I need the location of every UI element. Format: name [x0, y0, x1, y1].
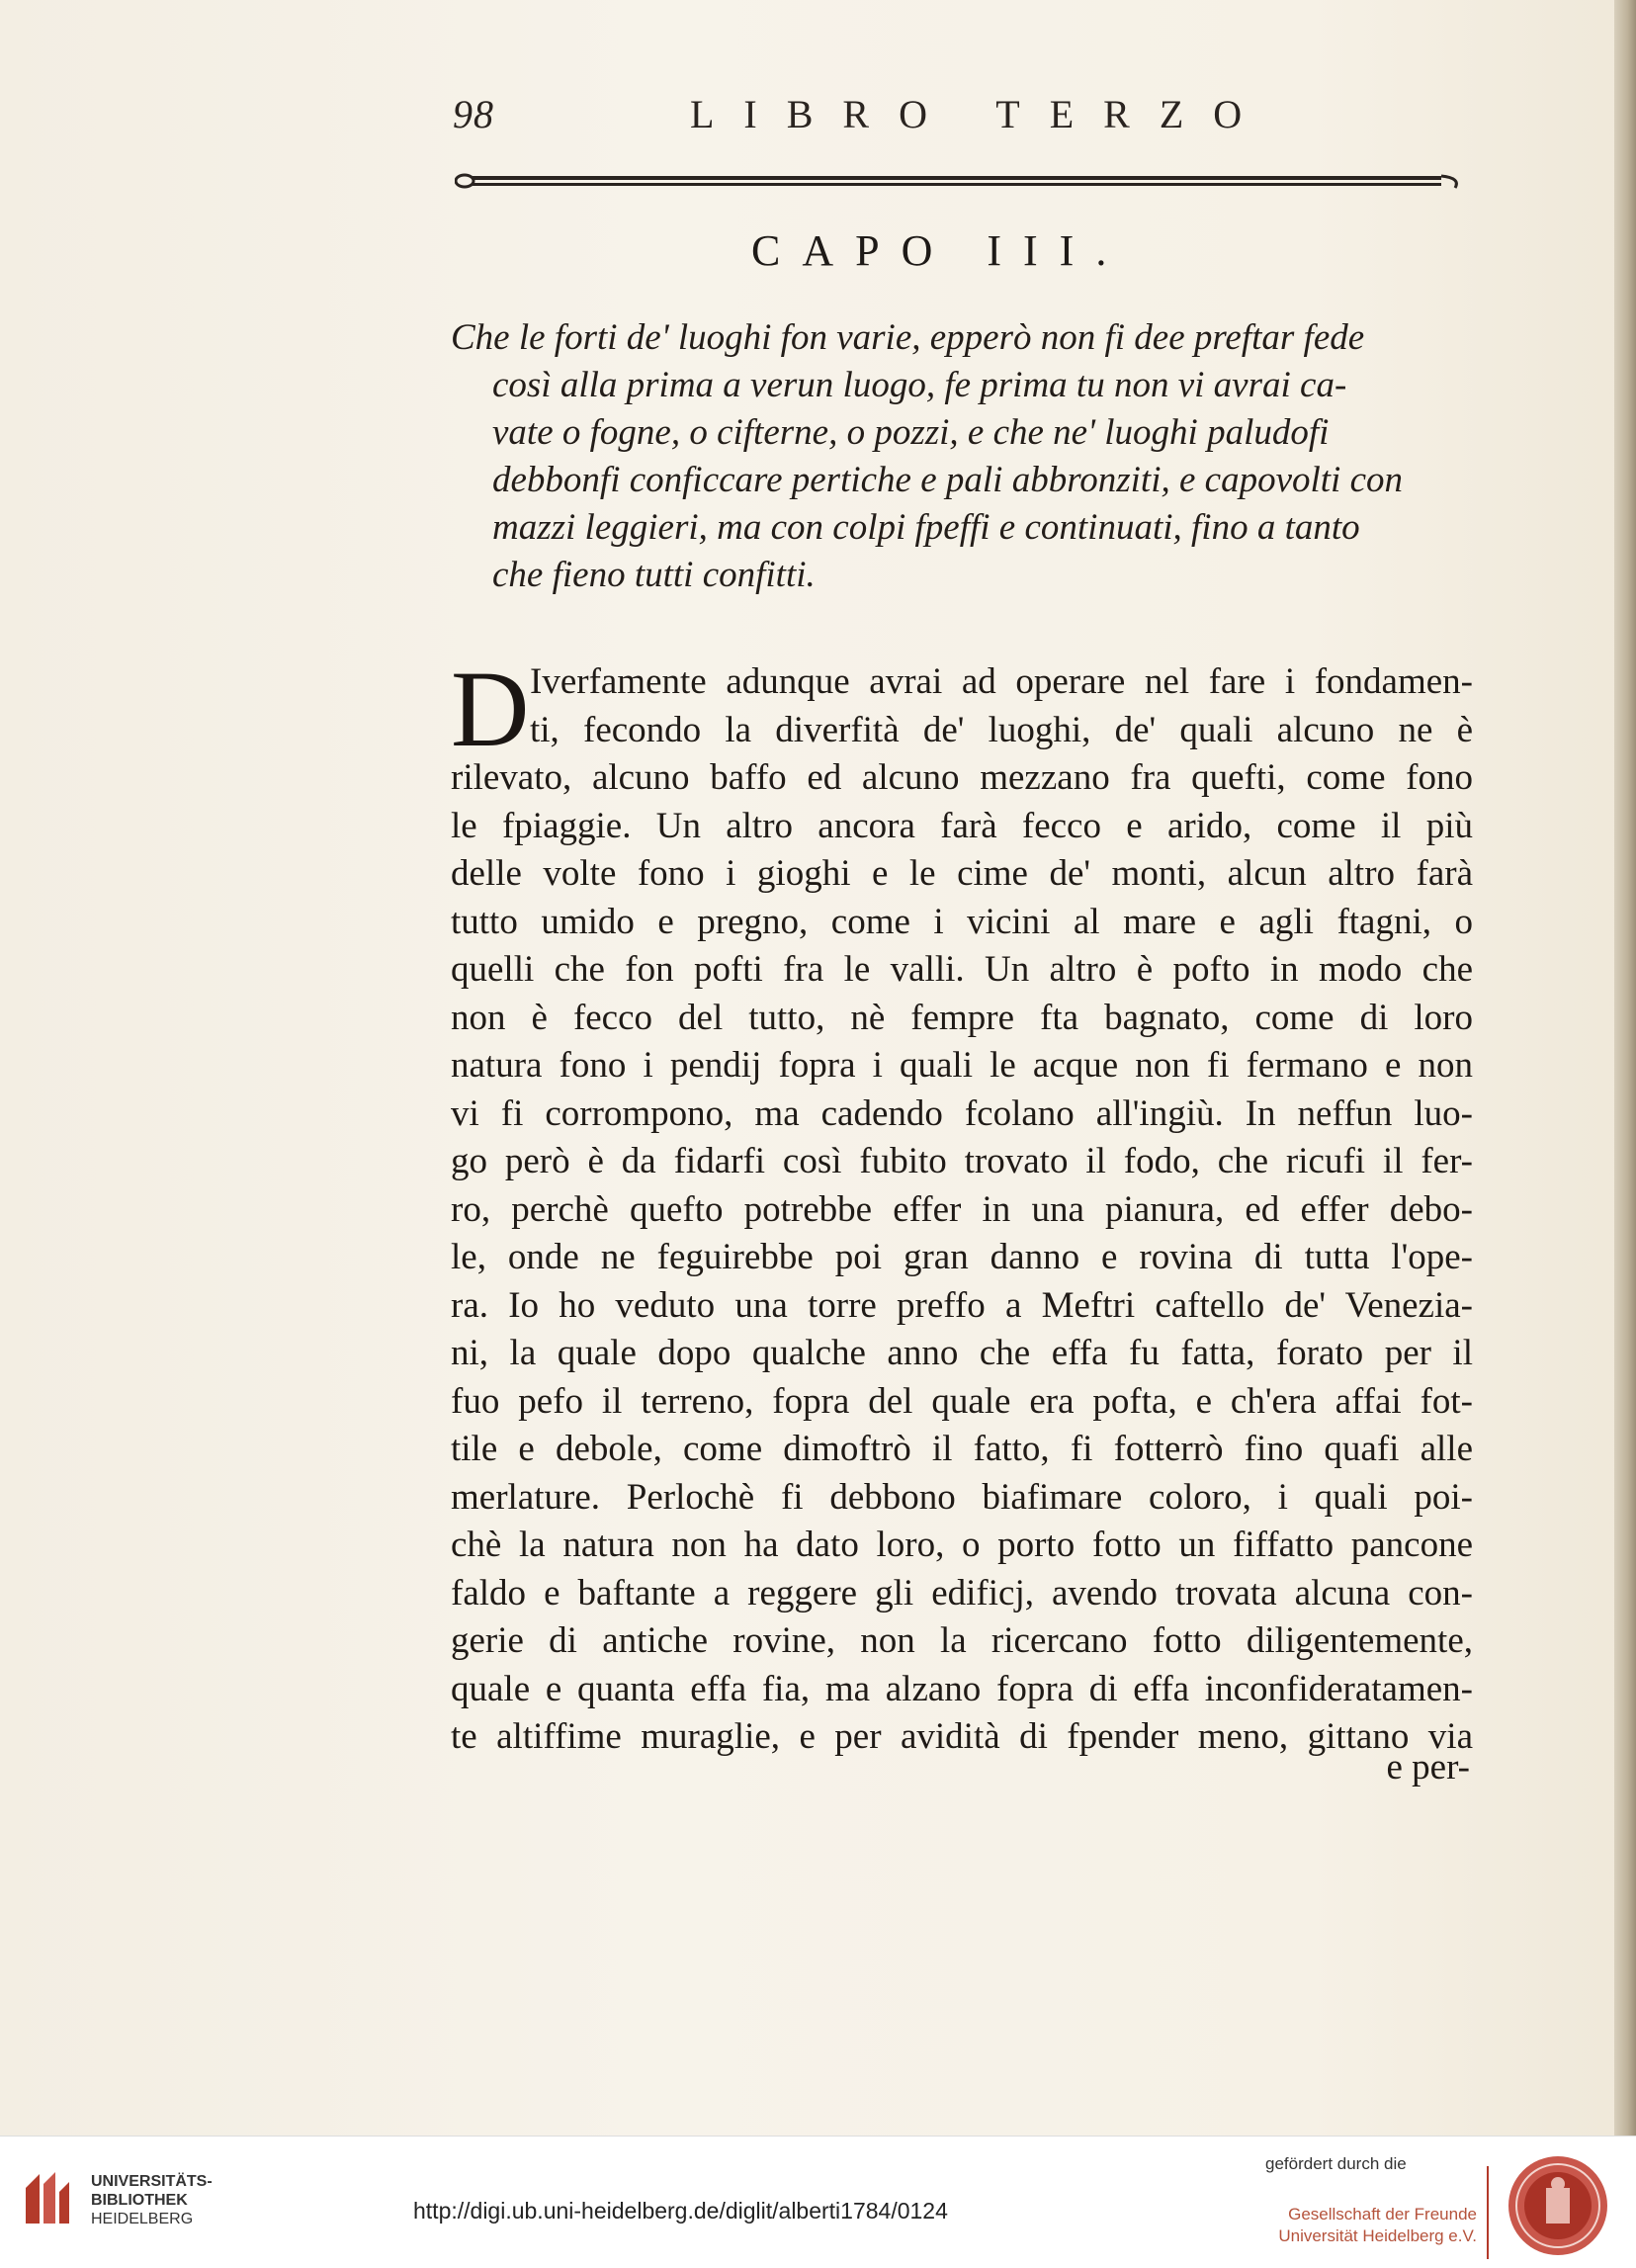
body-text	[451, 649, 1473, 1762]
body-line: quelli che fon pofti fra le valli. Un altro è pofto in modo che	[451, 949, 1473, 990]
body-line: chè la natura non ha dato loro, o porto fotto un fiffatto pancone	[451, 1525, 1473, 1565]
summary-line: mazzi leggieri, ma con colpi fpeffi e continuati, fino a tanto	[492, 507, 1360, 548]
body-line: Iverfamente adunque avrai ad operare nel fare i fondamen-	[530, 661, 1473, 702]
body-line: gerie di antiche rovine, non la ricercano fotto diligentemente,	[451, 1620, 1473, 1661]
sponsor-name-line: Gesellschaft der Freunde	[1288, 2205, 1477, 2224]
summary-line: che fieno tutti confitti.	[492, 555, 816, 595]
running-head	[453, 91, 1471, 140]
body-line: faldo e baftante a reggere gli edificj, avendo trovata alcuna con-	[451, 1572, 1473, 1614]
body-line: fuo pefo il terreno, fopra del quale era pofta, e ch'era affai fot-	[451, 1380, 1473, 1422]
body-line: ro, perchè quefto potrebbe effer in una pianura, ed effer debo-	[451, 1188, 1473, 1230]
body-line: quale e quanta effa fia, ma alzano fopra di effa inconfideratamen-	[451, 1668, 1473, 1709]
permalink-url[interactable]: http://digi.ub.uni-heidelberg.de/diglit/alberti1784/0124	[413, 2198, 948, 2224]
body-line: ni, la quale dopo qualche anno che effa fu fatta, forato per il	[451, 1333, 1473, 1373]
sponsor-name-line: Universität Heidelberg e.V.	[1278, 2226, 1477, 2245]
body-line: non è fecco del tutto, nè fempre fta bagnato, come di loro	[451, 997, 1473, 1038]
body-line: tile e debole, come dimoftrò il fatto, fi fotterrò fino quafi alle	[451, 1429, 1473, 1469]
body-line: vi fi corrompono, ma cadendo fcolano all'ingiù. In neffun luo-	[451, 1092, 1473, 1134]
body-line: ra. Io ho veduto una torre preffo a Meftri caftello de' Venezia-	[451, 1284, 1473, 1326]
summary-line: così alla prima a verun luogo, fe prima tu non vi avrai ca-	[492, 365, 1347, 405]
sponsor-divider	[1487, 2166, 1489, 2259]
university-seal-icon[interactable]	[1507, 2154, 1609, 2257]
body-line: te altiffime muraglie, e per avidità di fpender meno, gittano via	[451, 1716, 1473, 1757]
page-number: 98	[453, 92, 494, 136]
body-line: le fpiaggie. Un altro ancora farà fecco e arido, come il più	[451, 805, 1473, 846]
page-edge	[1614, 0, 1636, 2136]
library-name-line: BIBLIOTHEK	[91, 2192, 188, 2209]
viewer-footer	[0, 2136, 1636, 2268]
library-name-line: HEIDELBERG	[91, 2211, 194, 2227]
library-logo-icon[interactable]	[20, 2166, 73, 2229]
library-name-line: UNIVERSITÄTS-	[91, 2173, 213, 2190]
chapter-title: CAPO III.	[751, 226, 1129, 275]
summary-line: Che le forti de' luoghi fon varie, epperò non fi dee preftar fede	[451, 317, 1365, 358]
body-line: merlature. Perlochè fi debbono biafimare coloro, i quali poi-	[451, 1476, 1473, 1518]
body-line: tutto umido e pregno, come i vicini al mare e agli ftagni, o	[451, 901, 1473, 942]
sponsor-name[interactable]	[1269, 2204, 1477, 2247]
summary-line: vate o fogne, o cifterne, o pozzi, e che ne' luoghi paludofi	[492, 412, 1330, 453]
catchword: e per-	[1386, 1747, 1470, 1788]
chapter-summary	[451, 314, 1469, 599]
body-line: le, onde ne feguirebbe poi gran danno e rovina di tutta l'ope-	[451, 1237, 1473, 1277]
body-line: go però è da fidarfi così fubito trovato il fodo, che ricufi il fer-	[451, 1141, 1473, 1181]
library-name	[91, 2172, 213, 2228]
body-line: ti, fecondo la diverfità de' luoghi, de' quali alcuno ne è	[530, 709, 1473, 750]
drop-capital: D	[451, 649, 530, 769]
summary-line: debbonfi conficcare pertiche e pali abbronziti, e capovolti con	[492, 460, 1404, 500]
body-line: natura fono i pendij fopra i quali le acque non fi fermano e non	[451, 1045, 1473, 1086]
body-line: delle volte fono i gioghi e le cime de' monti, alcun altro farà	[451, 853, 1473, 894]
body-line: rilevato, alcuno baffo ed alcuno mezzano fra quefti, come fono	[451, 757, 1473, 798]
ornamental-rule	[455, 170, 1463, 192]
sponsor-label: gefördert durch die	[1265, 2154, 1407, 2173]
running-title: LIBRO TERZO	[690, 92, 1272, 136]
